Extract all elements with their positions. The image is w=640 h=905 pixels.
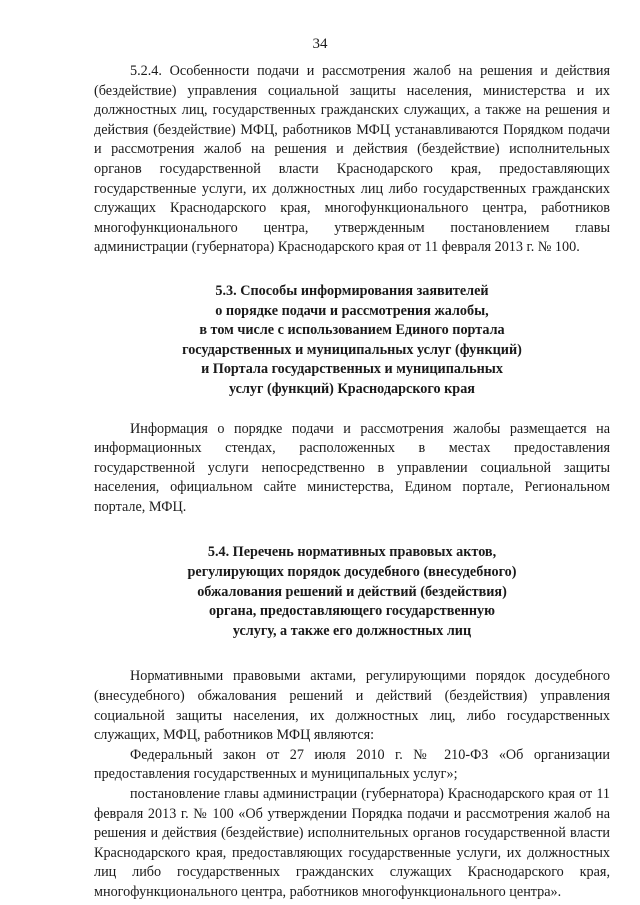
heading-5-4-line: регулирующих порядок досудебного (внесудебного) xyxy=(187,564,517,581)
paragraph-5-4-law: Федеральный закон от 27 июля 2010 г. № 210-ФЗ «Об организации предоставления государственных и муниципальных услуг»; xyxy=(94,746,610,783)
page-content xyxy=(94,62,610,903)
heading-5-3-line: о порядке подачи и рассмотрения жалобы, xyxy=(215,302,489,319)
heading-5-3-line: в том числе с использованием Единого портала xyxy=(199,322,505,339)
heading-5-4-line: 5.4. Перечень нормативных правовых актов, xyxy=(207,544,497,561)
heading-5-3-line: и Портала государственных и муниципальных xyxy=(201,361,503,378)
paragraph-5-4-intro: Нормативными правовыми актами, регулирующими порядок досудебного (внесудебного) обжалования решений и действий (бездействия) управления социальной защиты населения, их должностных лиц, либо государственных служащих, МФЦ, работников МФЦ являются: xyxy=(94,668,610,744)
heading-5-3-line: государственных и муниципальных услуг (функций) xyxy=(182,341,522,358)
heading-5-3-line: услуг (функций) Краснодарского края xyxy=(229,380,475,397)
heading-5-4-line: услугу, а также его должностных лиц xyxy=(232,622,472,639)
paragraph-5-3: Информация о порядке подачи и рассмотрения жалобы размещается на информационных стендах, расположенных в местах предоставления государственной услуги непосредственно в управлении социальной защиты населения, официальном сайте министерства, Едином портале, Региональном портале, МФЦ. xyxy=(94,420,610,515)
heading-5-3 xyxy=(94,282,610,400)
heading-5-4 xyxy=(94,543,610,641)
paragraph-5-2-4: 5.2.4. Особенности подачи и рассмотрения жалоб на решения и действия (бездействие) управления социальной защиты населения, министерства и их должностных лиц, государственных гражданских служащих, а также на решения и действия (бездействие) МФЦ, работников МФЦ устанавливаются Порядком подачи и рассмотрения жалоб на решения и действия (бездействие) исполнительных органов государственной власти Краснодарского края, предоставляющих государственные услуги, их должностных лиц либо государственных гражданских служащих Краснодарского края, многофункционального центра, работников многофункционального центра, утвержденным постановлением главы администрации (губернатора) Краснодарского края от 11 февраля 2013 г. № 100. xyxy=(94,63,610,256)
heading-5-4-line: органа, предоставляющего государственную xyxy=(209,603,495,620)
heading-5-4-line: обжалования решений и действий (бездействия) xyxy=(197,583,507,600)
paragraph-5-4-decree: постановление главы администрации (губернатора) Краснодарского края от 11 февраля 2013 г. № 100 «Об утверждении Порядка подачи и рассмотрения жалоб на решения и действия (бездействие) исполнительных органов государственной власти Краснодарского края, предоставляющих государственные услуги, их должностных лиц либо государственных гражданских служащих Краснодарского края, многофункционального центра, работников многофункционального центра». xyxy=(94,786,610,900)
page-number: 34 xyxy=(312,36,328,52)
heading-5-3-line: 5.3. Способы информирования заявителей xyxy=(215,282,489,299)
